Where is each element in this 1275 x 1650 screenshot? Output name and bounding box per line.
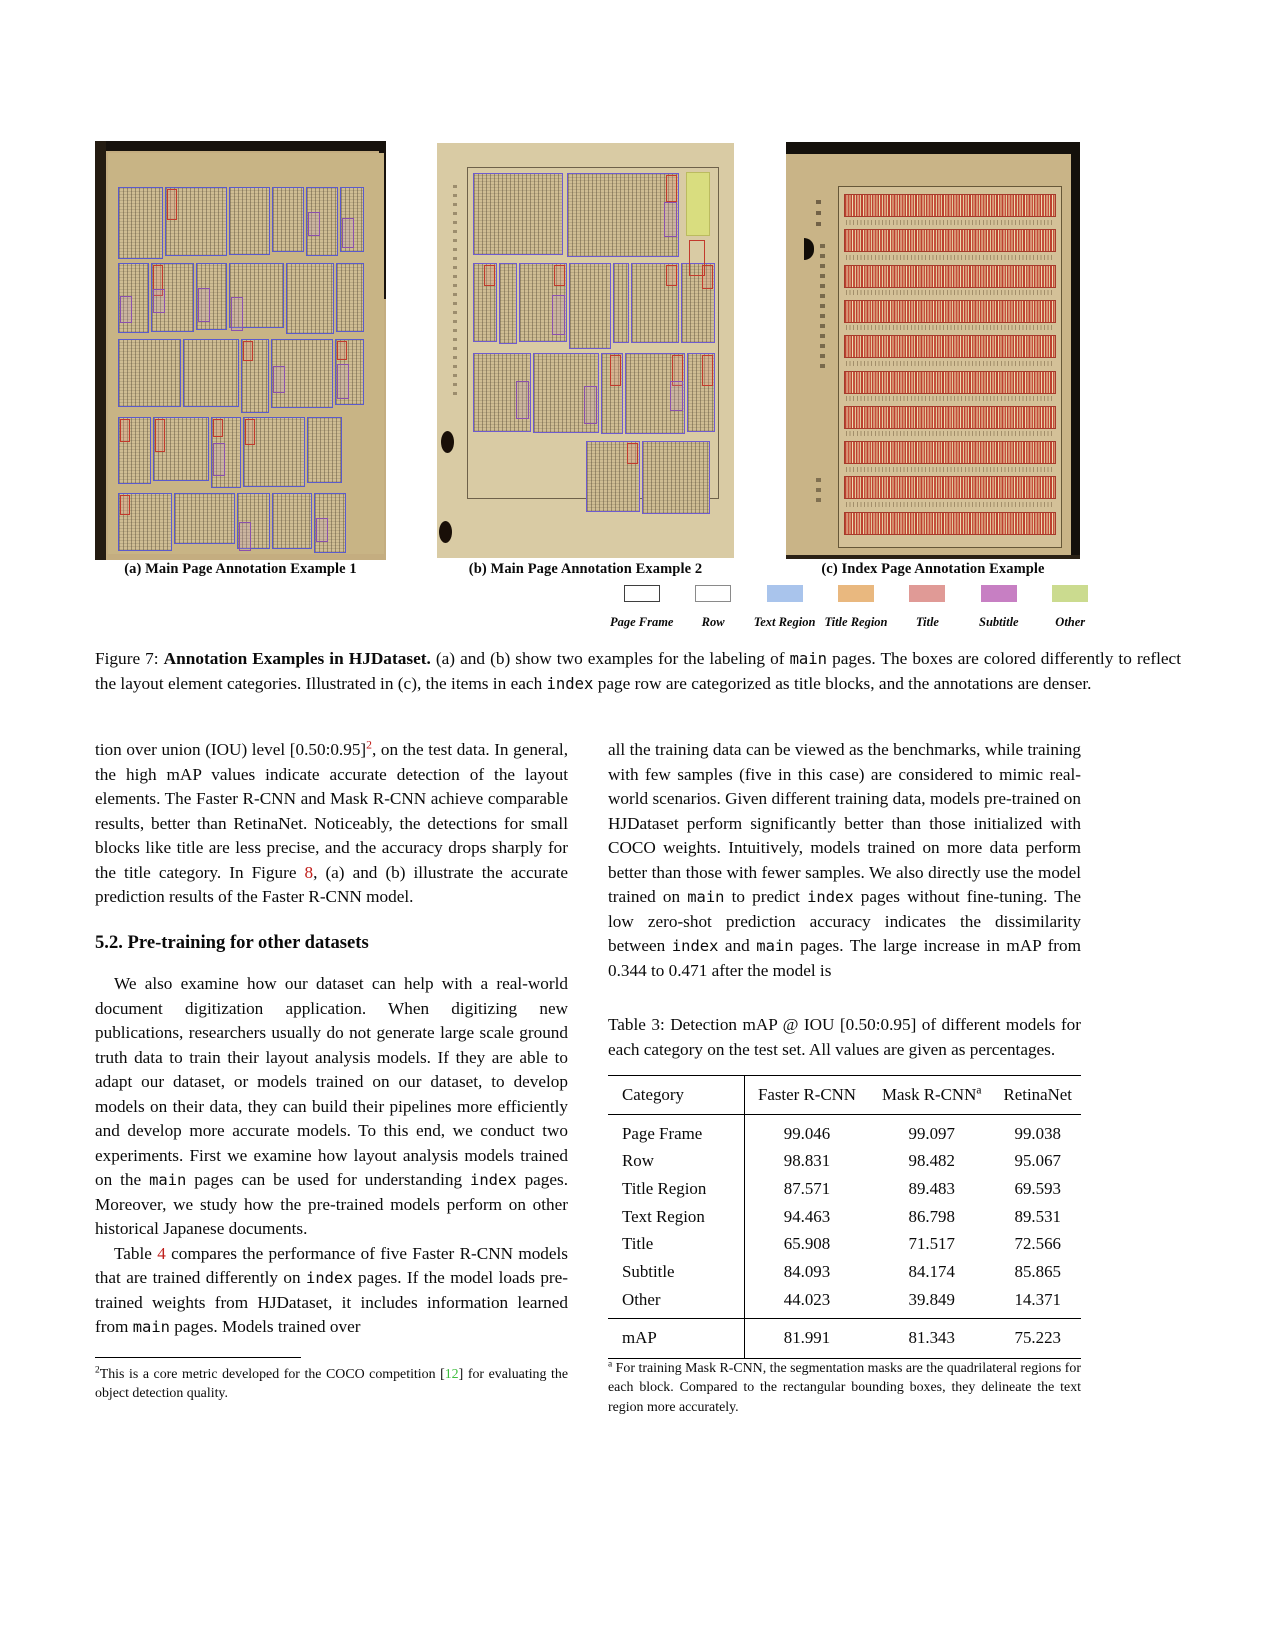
text-region-annotation [340, 187, 364, 252]
legend-label: Row [701, 615, 725, 629]
text-region-annotation [165, 187, 227, 256]
title-annotation [666, 175, 677, 202]
text-region-annotation [272, 187, 304, 252]
text-region-annotation [473, 263, 497, 342]
table-header-category: Category [608, 1076, 745, 1115]
mono-term: index [807, 888, 854, 906]
table-cell-value: 87.571 [783, 1178, 831, 1198]
row-separator-marks [846, 502, 1052, 507]
margin-text [816, 200, 821, 226]
text-run: compares the performance of five Faster R-CNN models that are trained differently on [95, 1243, 568, 1287]
index-row-annotation [844, 194, 1056, 217]
text-run: page row are categorized as title blocks, and the annotations are denser. [593, 673, 1092, 693]
subcaption-a: (a) Main Page Annotation Example 1 [124, 561, 357, 577]
table-3-caption: Table 3: Detection mAP @ IOU [0.50:0.95] of different models for each category on the test set. All values are given as percentages. [608, 1015, 1081, 1059]
table-row [608, 1258, 1081, 1286]
text-run: and [718, 936, 757, 955]
text-run: to predict [724, 887, 808, 906]
table-cell-value: 39.849 [908, 1289, 955, 1309]
row-separator-marks [846, 255, 1052, 260]
table-header-retinanet: RetinaNet [995, 1076, 1082, 1115]
body-paragraph [95, 738, 568, 910]
title-annotation [702, 355, 713, 386]
text-region-annotation [335, 339, 364, 405]
figure-7-caption [95, 647, 1181, 696]
text-region-annotation [569, 263, 611, 349]
table-cell-value: 95.067 [1014, 1151, 1061, 1171]
text-run: , (a) and (b) illustrate the accurate prediction results of the Faster R-CNN model. [95, 862, 569, 906]
mono-term: main [789, 650, 828, 668]
internal-ref-link[interactable]: 8 [304, 862, 314, 882]
text-region-annotation [241, 339, 269, 413]
table-cell-value: 98.482 [908, 1151, 955, 1171]
table-cell-category: mAP [608, 1319, 745, 1359]
table-cell-value: 81.991 [745, 1319, 869, 1359]
citation-link[interactable]: 12 [444, 1366, 459, 1382]
row-separator-marks [846, 361, 1052, 366]
legend-label: Title Region [824, 615, 888, 629]
table-row [608, 1175, 1081, 1203]
text-run: For training Mask R-CNN, the segmentation masks are the quadrilateral regions for each block. Compared to the rectangular bounding boxes, they delineate the text region more accurately. [608, 1360, 1081, 1415]
text-run: , on the test data. In general, the high mAP values indicate accurate detection of the layout elements. The Faster R-CNN and Mask R-CNN achieve comparable results, better than RetinaNet. Noticeably, the detections for small blocks like title are less precise, and the accuracy drops sharply for the title category. In Figure [95, 740, 568, 882]
title-annotation [213, 419, 223, 437]
table-cell-value: 98.831 [783, 1151, 831, 1171]
text-region-annotation [586, 441, 640, 512]
text-region-annotation [211, 417, 241, 488]
title-annotation [689, 240, 705, 276]
text-region-annotation [151, 263, 194, 332]
table-cell-value: 69.593 [1014, 1178, 1061, 1198]
footnote-rule [95, 1357, 301, 1358]
table-row [608, 1319, 1081, 1359]
table-header-faster-r-cnn: Faster R-CNN [745, 1076, 869, 1115]
table-3 [608, 1075, 1081, 1359]
text-region-annotation [118, 417, 151, 484]
table-cell-category: Row [608, 1148, 745, 1176]
text-region-annotation [687, 353, 715, 432]
subtitle-annotation [584, 386, 597, 424]
mono-term: main [756, 937, 794, 955]
text-region-annotation [306, 187, 338, 256]
table-cell-value: 44.023 [783, 1289, 831, 1309]
figure-b-main-page-annotation-example-2 [437, 143, 734, 558]
legend-swatch-row [695, 585, 731, 602]
mono-term: main [149, 1171, 187, 1189]
legend-label: Text Region [753, 615, 816, 629]
table-cell-value: 89.531 [1014, 1206, 1061, 1226]
subtitle-annotation [308, 212, 320, 236]
table-cell-value: 94.463 [783, 1206, 831, 1226]
text-region-annotation [613, 263, 629, 343]
photo-edge [95, 141, 106, 560]
superscript: a [608, 1359, 613, 1369]
table-cell-value: 99.097 [908, 1123, 955, 1143]
table-cell-value: 65.908 [783, 1234, 831, 1254]
footnote-ref-superscript: 2 [366, 738, 372, 752]
internal-ref-link[interactable]: 4 [157, 1243, 166, 1263]
table-row [608, 1148, 1081, 1176]
table-cell-category: Title Region [608, 1175, 745, 1203]
text-region-annotation [153, 417, 209, 481]
text-run: This is a core metric developed for the COCO competition [ [99, 1366, 445, 1382]
title-annotation [243, 341, 253, 361]
legend-swatch-title-region [838, 585, 874, 602]
bold-run: Annotation Examples in HJDataset. [163, 649, 431, 668]
subtitle-annotation [198, 288, 210, 322]
table-cell-value: 14.371 [1014, 1289, 1061, 1309]
index-row-annotation [844, 476, 1056, 499]
row-separator-marks [846, 396, 1052, 401]
text-region-annotation [601, 353, 623, 434]
table-row [608, 1286, 1081, 1319]
text-run: pages can be used for understanding [186, 1170, 471, 1189]
index-row-annotation [844, 335, 1056, 358]
table-cell-category: Other [608, 1286, 745, 1319]
title-annotation [120, 495, 130, 515]
table-cell-category: Title [608, 1231, 745, 1259]
index-row-annotation [844, 512, 1056, 535]
table-cell-value: 84.093 [783, 1261, 831, 1281]
subcaption-b: (b) Main Page Annotation Example 2 [468, 561, 703, 577]
table-cell-value: 86.798 [908, 1206, 955, 1226]
text-run: pages. The large increase in mAP from 0.344 to 0.471 after the model is [608, 936, 1081, 980]
row-separator-marks [846, 220, 1052, 225]
subtitle-annotation [670, 381, 683, 411]
section-heading-5-2: 5.2. Pre-training for other datasets [95, 931, 369, 953]
table-header-mask-r-cnn: Mask R-CNN$^a$ [869, 1076, 995, 1115]
title-annotation [554, 265, 565, 286]
table-cell-category: Subtitle [608, 1258, 745, 1286]
text-run: ] for evaluating the object detection quality. [95, 1366, 568, 1401]
binding-blob [441, 431, 454, 453]
text-run: pages. If the model loads pre-trained weights from HJDataset, it includes information learned from [95, 1268, 568, 1336]
text-region-annotation [229, 187, 270, 255]
legend-item [892, 585, 963, 630]
table-cell-value: 99.038 [1014, 1123, 1061, 1143]
text-run: pages without fine-tuning. The low zero-shot prediction accuracy indicates the dissimilarity between [608, 887, 1081, 955]
index-row-annotation [844, 441, 1056, 464]
text-run: Table [114, 1243, 158, 1263]
body-paragraph [95, 1242, 568, 1340]
mono-term: index [671, 937, 719, 955]
subtitle-annotation [342, 218, 354, 248]
table-cell-category: Page Frame [608, 1114, 745, 1148]
mono-term: index [306, 1269, 353, 1287]
title-annotation [167, 189, 177, 220]
index-row-annotation [844, 300, 1056, 323]
margin-text [820, 238, 825, 368]
legend-swatch-page-frame [624, 585, 660, 602]
text-region-annotation [243, 417, 305, 487]
photo-edge [95, 141, 386, 151]
text-region-annotation [272, 493, 312, 549]
subcaption-c: (c) Index Page Annotation Example [821, 561, 1045, 577]
table-cell-value: 72.566 [1014, 1234, 1061, 1254]
superscript: a [976, 1084, 982, 1097]
legend-label: Other [1055, 615, 1086, 629]
legend-label: Subtitle [979, 615, 1019, 629]
title-annotation [666, 265, 677, 286]
text-region-annotation [118, 263, 149, 333]
legend-swatch-other [1052, 585, 1088, 602]
mono-term: index [546, 674, 594, 693]
mono-term: main [132, 1318, 170, 1336]
margin-text [816, 472, 821, 502]
subtitle-annotation [337, 364, 349, 399]
text-region-annotation [118, 339, 181, 407]
text-region-annotation [237, 493, 270, 549]
subtitle-annotation [153, 289, 165, 313]
mono-term: main [687, 888, 725, 906]
index-row-annotation [844, 406, 1056, 429]
left-column [95, 738, 568, 1404]
text-region-annotation [307, 417, 342, 483]
photo-edge [786, 555, 1080, 559]
table-cell-value: 85.865 [1014, 1261, 1061, 1281]
title-annotation [337, 341, 347, 360]
text-region-annotation [271, 339, 333, 408]
text-region-annotation [118, 493, 172, 551]
binding-blob [439, 521, 452, 543]
legend-item [749, 585, 820, 630]
binding-notch [804, 238, 814, 260]
table-cell-value: 99.046 [783, 1123, 831, 1143]
table-cell-value: 71.517 [908, 1234, 955, 1254]
text-run: pages. The boxes are colored differently to reflect the layout element categories. Illustrated in (c), the items in each [95, 649, 1182, 693]
body-paragraph [95, 972, 568, 1242]
photo-edge [786, 142, 1080, 154]
footnote-2 [95, 1365, 568, 1404]
text-region-annotation [286, 263, 334, 334]
text-region-annotation [314, 493, 346, 553]
table-header-row [608, 1076, 1081, 1115]
title-annotation [245, 419, 255, 445]
text-run: pages. Moreover, we study how the pre-trained models perform on other historical Japanese documents. [95, 1170, 568, 1238]
row-separator-marks [846, 290, 1052, 295]
text-region-annotation [174, 493, 235, 544]
figure-a-main-page-annotation-example-1 [95, 141, 386, 560]
legend-label: Page Frame [609, 615, 674, 629]
section-label-highlight [686, 172, 710, 236]
text-region-annotation [196, 263, 227, 330]
scanned-page [108, 153, 384, 554]
text-run: We also examine how our dataset can help with a real-world document digitization application. When digitizing new publications, researchers usually do not generate large scale ground truth data to train their layout analysis models. If they are able to adapt our dataset, or models trained on our dataset, to develop models on their data, they can build their pipelines more efficiently and develop more accurate models. To this end, we conduct two experiments. First we examine how layout analysis models trained on the [95, 974, 568, 1189]
index-row-annotation [844, 265, 1056, 288]
legend-item [606, 585, 677, 630]
text-region-annotation [631, 263, 679, 343]
title-annotation [627, 443, 638, 464]
title-annotation [484, 265, 495, 286]
text-region-annotation [183, 339, 239, 407]
table-row [608, 1231, 1081, 1259]
table-cell-category: Text Region [608, 1203, 745, 1231]
subtitle-annotation [239, 522, 251, 551]
index-row-annotation [844, 229, 1056, 252]
table-cell-value: 81.343 [869, 1319, 995, 1359]
index-row-annotation [844, 371, 1056, 394]
legend-swatch-text-region [767, 585, 803, 602]
text-region-annotation [229, 263, 284, 328]
text-run: (a) and (b) show two examples for the labeling of [430, 649, 790, 668]
text-run: pages. Models trained over [169, 1317, 361, 1336]
legend-swatch-subtitle [981, 585, 1017, 602]
text-region-annotation [473, 353, 531, 432]
legend-item [820, 585, 891, 630]
mono-term: index [470, 1171, 517, 1189]
subtitle-annotation [316, 518, 328, 542]
subtitle-annotation [231, 297, 243, 331]
subtitle-annotation [516, 381, 529, 419]
figure-legend [606, 585, 1106, 630]
margin-text [453, 185, 457, 395]
text-run: all the training data can be viewed as the benchmarks, while training with few samples (five in this case) are considered to mimic real-world scenarios. Given different training data, models pre-trained on HJDataset perform significantly better than those initialized with COCO weights. Intuitively, models trained on more data perform better than those with fewer samples. We also directly use the model trained on [608, 740, 1081, 906]
text-region-annotation [336, 263, 364, 332]
legend-item [1035, 585, 1106, 630]
subtitle-annotation [273, 366, 285, 393]
text-region-annotation [567, 173, 679, 257]
subtitle-annotation [552, 295, 565, 335]
table-3-footnote [608, 1359, 1081, 1418]
subtitle-annotation [120, 296, 132, 323]
text-region-annotation [642, 441, 710, 514]
table-cell-value: 89.483 [908, 1178, 955, 1198]
row-separator-marks [846, 325, 1052, 330]
row-separator-marks [846, 431, 1052, 436]
legend-swatch-title [909, 585, 945, 602]
text-run: Figure 7: [95, 649, 164, 668]
legend-item [677, 585, 748, 630]
right-column [608, 738, 1081, 1417]
text-region-annotation [519, 263, 567, 342]
text-region-annotation [118, 187, 163, 259]
table-row [608, 1203, 1081, 1231]
row-separator-marks [846, 467, 1052, 472]
title-annotation [155, 419, 165, 452]
text-run: tion over union (IOU) level [0.50:0.95] [95, 740, 367, 759]
title-annotation [120, 419, 130, 442]
table-cell-value: 75.223 [995, 1319, 1082, 1359]
photo-edge [1071, 142, 1080, 559]
legend-item [963, 585, 1034, 630]
text-region-annotation [625, 353, 685, 434]
table-cell-value: 84.174 [908, 1261, 955, 1281]
text-region-annotation [499, 263, 517, 344]
page-frame-annotation [467, 167, 719, 499]
page-frame-annotation [838, 186, 1062, 548]
figure-c-index-page-annotation-example [786, 142, 1080, 559]
text-region-annotation [473, 173, 563, 255]
subtitle-annotation [664, 202, 677, 237]
subtitle-annotation [213, 443, 225, 476]
text-region-annotation [533, 353, 599, 433]
body-paragraph [608, 738, 1081, 983]
superscript: 2 [95, 1364, 100, 1375]
table-row [608, 1114, 1081, 1148]
title-annotation [610, 355, 621, 386]
legend-label: Title [915, 615, 939, 629]
